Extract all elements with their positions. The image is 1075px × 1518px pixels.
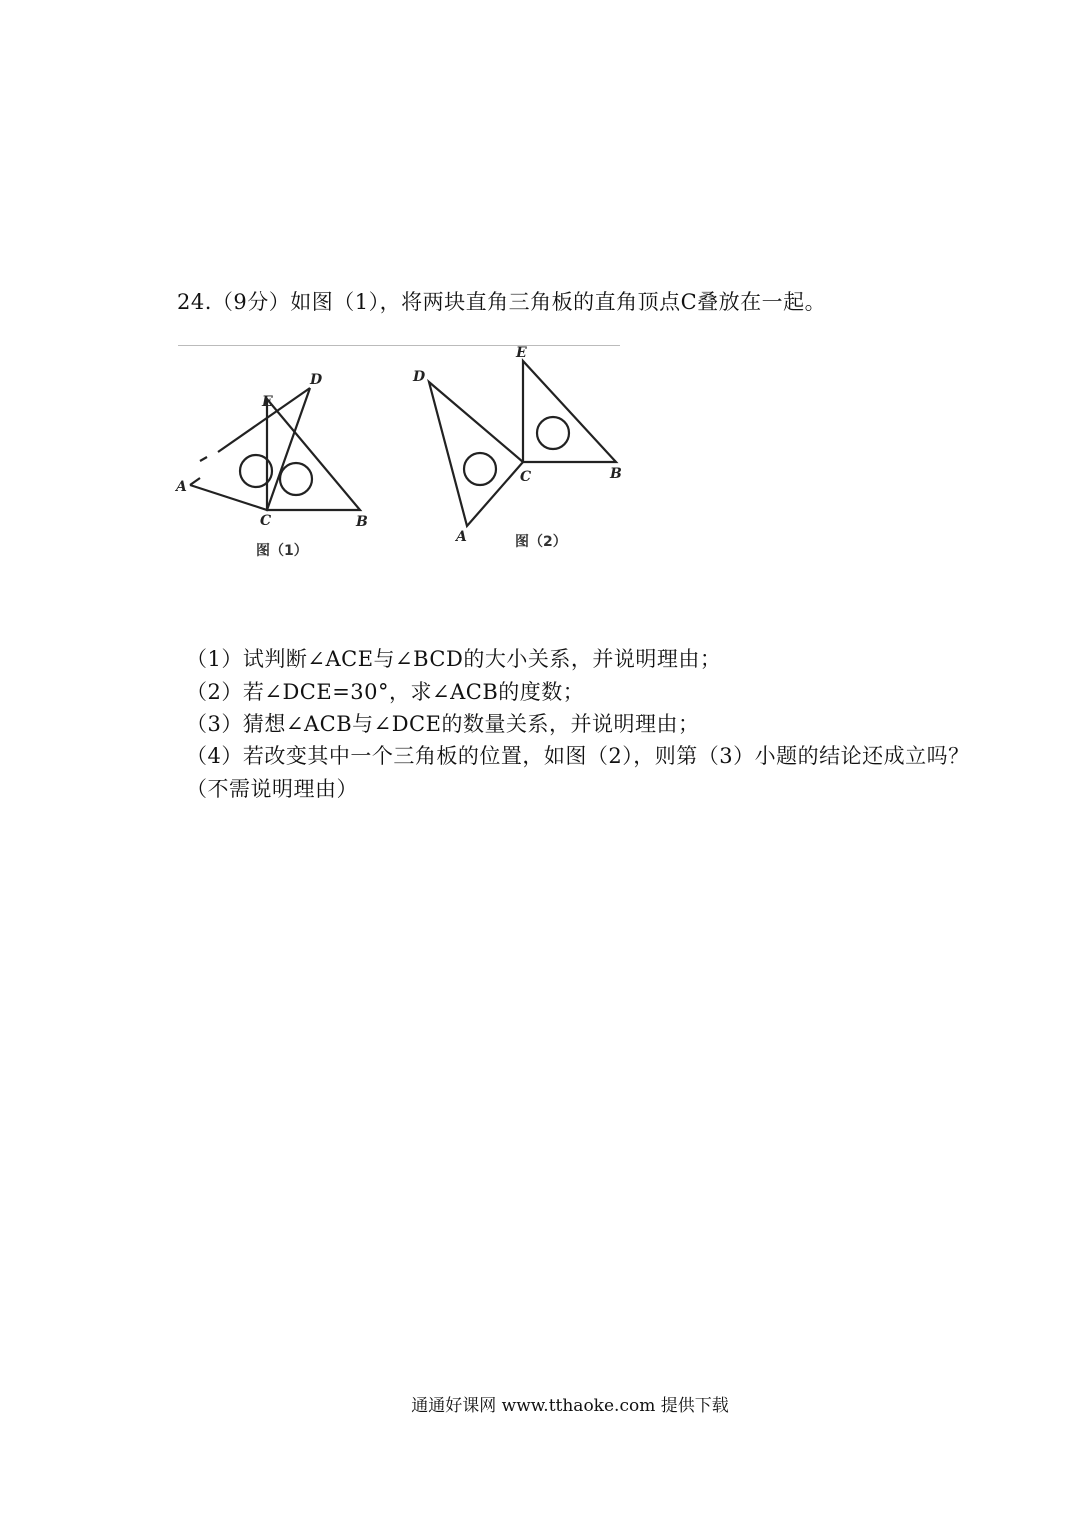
fig1-label-d: D [310, 372, 323, 388]
fig2-label-e: E [516, 345, 527, 361]
figure-2-labels [412, 345, 622, 550]
geometry-figure [170, 340, 640, 570]
question-part-4: （4）若改变其中一个三角板的位置，如图（2），则第（3）小题的结论还成立吗？ [186, 744, 970, 768]
fig2-triangle-ecb [523, 361, 616, 462]
fig1-triangle-ecb [267, 399, 360, 510]
question-part-3: （3）猜想∠ACB与∠DCE的数量关系，并说明理由； [186, 712, 700, 736]
fig2-label-d: D [413, 369, 426, 385]
page-footer: 通通好课网 www.tthaoke.com 提供下载 [411, 1396, 729, 1416]
fig1-label-b: B [356, 514, 368, 530]
question-title: 24.（9分）如图（1），将两块直角三角板的直角顶点C叠放在一起。 [177, 290, 827, 314]
fig2-circle-left [464, 453, 496, 485]
fig1-label-c: C [260, 513, 272, 529]
question-part-2: （2）若∠DCE=30°，求∠ACB的度数； [186, 680, 585, 704]
fig2-caption: 图（2） [515, 534, 567, 550]
fig1-label-e: E [262, 394, 273, 410]
fig1-edge-a-short [190, 478, 200, 485]
fig1-circle-right [280, 463, 312, 495]
fig2-label-a: A [456, 529, 467, 545]
fig1-triangle-acd [200, 457, 207, 461]
fig1-edge-ac-cd [190, 388, 310, 510]
question-part-4-note: （不需说明理由） [186, 777, 358, 801]
fig2-label-b: B [610, 466, 622, 482]
figure-1 [190, 388, 360, 510]
fig2-circle-right [537, 417, 569, 449]
question-part-1: （1）试判断∠ACE与∠BCD的大小关系，并说明理由； [186, 647, 722, 671]
fig1-caption: 图（1） [256, 543, 308, 559]
fig1-label-a: A [176, 479, 187, 495]
figure-2 [429, 361, 616, 526]
fig2-label-c: C [520, 469, 532, 485]
